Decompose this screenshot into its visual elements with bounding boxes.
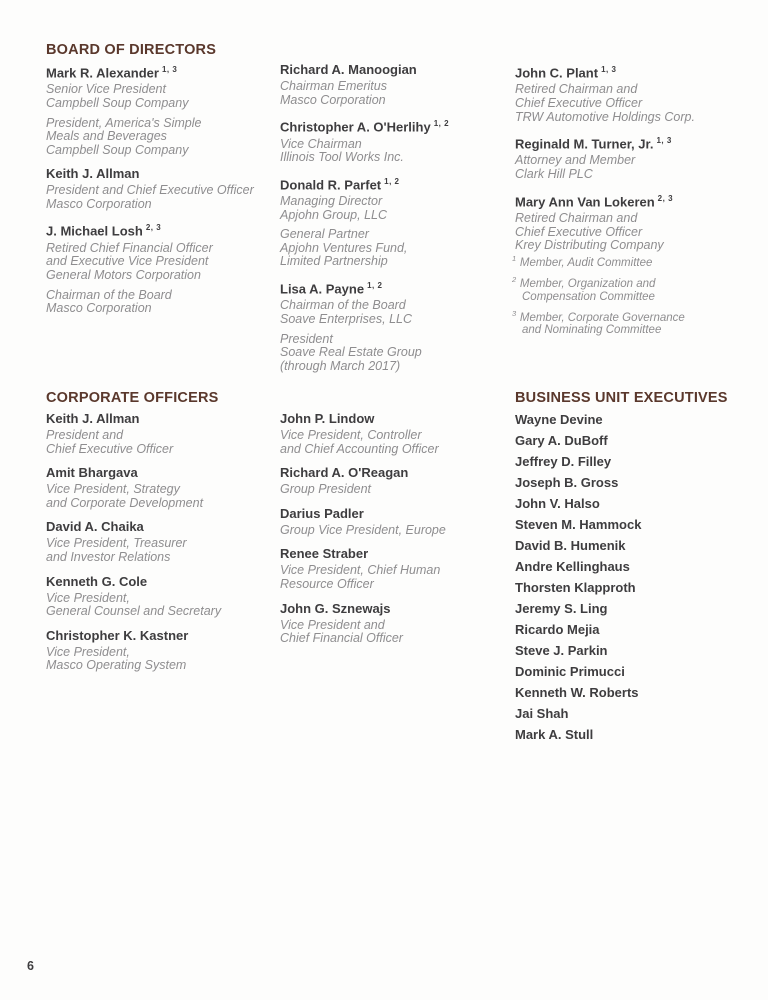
role-block [280, 429, 512, 456]
role-line: Retired Chairman and [515, 82, 638, 97]
person-entry [515, 191, 760, 253]
executive-name: Steven M. Hammock [515, 517, 642, 532]
role-line: Soave Enterprises, LLC [280, 311, 413, 326]
person-entry [515, 62, 760, 124]
role-block [280, 299, 512, 326]
board-column-1 [46, 62, 278, 325]
role-line: Chairman Emeritus [280, 79, 387, 93]
role-block [280, 195, 512, 222]
role-line: Vice President, [46, 590, 130, 605]
role-line: President [280, 331, 333, 346]
role-line: Masco Corporation [46, 301, 152, 316]
footnote-number: 2 [512, 274, 517, 284]
role-line: General Motors Corporation [46, 268, 201, 282]
person-entry [280, 62, 512, 107]
role-line: TRW Automotive Holdings Corp. [515, 109, 695, 124]
person-name: Richard A. O'Reagan [280, 465, 409, 481]
footnote-marker: 2, 3 [657, 193, 674, 203]
person-entry [280, 465, 512, 497]
role-block [46, 184, 278, 211]
role-block [280, 524, 512, 538]
role-line: Soave Real Estate Group [280, 345, 422, 360]
role-block [280, 619, 512, 646]
executive-name: Thorsten Klapproth [515, 580, 636, 595]
role-line: (through March 2017) [280, 358, 401, 373]
role-block [46, 289, 278, 316]
person-entry [46, 465, 278, 510]
role-block [515, 83, 760, 124]
person-name: Christopher K. Kastner [46, 627, 189, 643]
person-name: Richard A. Manoogian [280, 62, 417, 77]
executive-name: Joseph B. Gross [515, 475, 619, 490]
role-block [280, 80, 512, 107]
role-line: Chief Financial Officer [280, 631, 403, 646]
person-name: Lisa A. Payne $^{1, 2}$ [280, 281, 383, 297]
person-entry [46, 574, 278, 619]
role-line: Resource Officer [280, 576, 374, 591]
role-line: Limited Partnership [280, 254, 388, 269]
role-line: President and [46, 428, 124, 442]
board-column-2 [280, 62, 512, 382]
person-entry [280, 116, 512, 165]
role-line: Clark Hill PLC [515, 167, 593, 182]
person-entry [46, 166, 278, 211]
executive-name: Jeremy S. Ling [515, 601, 608, 616]
officers-section-heading: CORPORATE OFFICERS [46, 390, 219, 406]
person-name: Amit Bhargava [46, 465, 138, 481]
footnote-number: 1 [512, 254, 517, 263]
role-line: Campbell Soup Company [46, 142, 189, 157]
footnote: $^1$ Member, Audit Committee [512, 254, 653, 269]
role-block [46, 242, 278, 283]
role-block [280, 228, 512, 269]
person-name: Keith J. Allman [46, 411, 140, 426]
person-entry [515, 133, 760, 182]
role-line: Vice President, Treasurer [46, 536, 187, 551]
role-line: Chief Executive Officer [515, 95, 643, 110]
role-line: Attorney and Member [515, 153, 636, 168]
executive-name: Kenneth W. Roberts [515, 685, 639, 700]
role-block [515, 154, 760, 181]
role-line: Chief Executive Officer [46, 441, 174, 456]
footnote-marker: 1, 2 [367, 281, 383, 290]
role-line: Managing Director [280, 194, 383, 209]
role-line: Chairman of the Board [46, 287, 172, 302]
person-name: Mark R. Alexander $^{1, 3}$ [46, 65, 178, 81]
role-line: Vice Chairman [280, 136, 362, 151]
role-line: and Corporate Development [46, 495, 204, 510]
role-line: and Chief Accounting Officer [280, 441, 439, 456]
executive-name: Jai Shah [515, 706, 569, 721]
role-line: Apjohn Group, LLC [280, 207, 388, 222]
executive-name: Mark A. Stull [515, 727, 594, 742]
role-line: Chairman of the Board [280, 298, 406, 313]
role-block [46, 83, 278, 110]
role-line: Illinois Tool Works Inc. [280, 150, 404, 165]
board-section-heading: BOARD OF DIRECTORS [46, 42, 217, 58]
footnote: $^3$ Member, Corporate Governance and Nominating Committee [512, 308, 685, 337]
board-footnotes [512, 252, 757, 340]
person-entry [46, 62, 278, 157]
person-entry [280, 546, 512, 591]
person-entry [280, 601, 512, 646]
executive-name: Wayne Devine [515, 412, 603, 427]
person-entry [280, 174, 512, 269]
executive-name: Ricardo Mejia [515, 622, 600, 637]
footnote-marker: 2, 3 [145, 223, 162, 233]
officers-column-2 [280, 411, 512, 655]
executives-section-heading: BUSINESS UNIT EXECUTIVES [515, 390, 728, 406]
person-name: Donald R. Parfet $^{1, 2}$ [280, 176, 400, 193]
role-line: Masco Corporation [46, 196, 152, 211]
role-line: Vice President and [280, 617, 385, 632]
footnote-marker: 1, 2 [384, 176, 400, 186]
role-line: Retired Chairman and [515, 210, 638, 225]
person-name: Mary Ann Van Lokeren $^{2, 3}$ [515, 193, 674, 209]
board-column-3 [515, 62, 760, 262]
executive-name: Andre Kellinghaus [515, 559, 630, 574]
role-block [46, 117, 278, 158]
person-name: David A. Chaika [46, 519, 144, 535]
role-line: Group President [280, 482, 372, 497]
role-line: Group Vice President, Europe [280, 522, 446, 537]
role-line: Masco Corporation [280, 92, 386, 107]
role-block [46, 537, 278, 564]
person-name: Renee Straber [280, 546, 369, 562]
role-line: President, America's Simple [46, 115, 202, 130]
person-entry [46, 220, 278, 315]
person-name: Keith J. Allman [46, 166, 140, 182]
role-line: Campbell Soup Company [46, 95, 189, 110]
role-line: Masco Operating System [46, 658, 187, 673]
footnote-marker: 1, 2 [433, 119, 450, 129]
footnote-marker: 1, 3 [161, 65, 178, 74]
person-name: John G. Sznewajs [280, 600, 391, 616]
person-name: J. Michael Losh $^{2, 3}$ [46, 223, 162, 239]
role-block [46, 483, 278, 510]
person-name: Reginald M. Turner, Jr. $^{1, 3}$ [515, 136, 672, 152]
person-entry [46, 519, 278, 564]
person-entry [280, 278, 512, 373]
role-line: Vice President, Chief Human [280, 563, 441, 578]
role-line: Vice President, Strategy [46, 482, 180, 497]
role-line: President and Chief Executive Officer [46, 183, 254, 198]
role-line: Retired Chief Financial Officer [46, 240, 213, 255]
person-name: Kenneth G. Cole [46, 573, 148, 589]
officers-column-1 [46, 411, 278, 682]
role-line: General Counsel and Secretary [46, 604, 222, 619]
role-block [46, 429, 278, 456]
person-name: Christopher A. O'Herlihy $^{1, 2}$ [280, 119, 450, 135]
role-line: General Partner [280, 227, 369, 242]
role-line: Krey Distributing Company [515, 238, 664, 253]
footnote-marker: 1, 3 [656, 136, 672, 146]
person-entry [46, 411, 278, 456]
role-block [515, 212, 760, 253]
executive-name: John V. Halso [515, 496, 600, 511]
executive-name: Jeffrey D. Filley [515, 454, 612, 469]
role-block [280, 564, 512, 591]
person-entry [280, 506, 512, 538]
person-entry [46, 628, 278, 673]
role-line: Chief Executive Officer [515, 224, 643, 239]
role-block [280, 483, 512, 497]
footnote: $^2$ Member, Organization and Compensation Committee [512, 274, 656, 303]
executive-name: Steve J. Parkin [515, 643, 608, 658]
executive-name: David B. Humenik [515, 538, 626, 553]
executive-name: Dominic Primucci [515, 664, 625, 679]
role-line: Apjohn Ventures Fund, [280, 240, 408, 255]
role-line: Senior Vice President [46, 82, 166, 97]
page-number: 6 [27, 959, 34, 973]
person-name: John P. Lindow [280, 411, 375, 426]
role-line: Vice President, [46, 644, 130, 659]
person-entry [280, 411, 512, 456]
role-line: Vice President, Controller [280, 428, 422, 442]
footnote-marker: 1, 3 [601, 65, 617, 74]
executives-list [515, 412, 760, 748]
person-name: John C. Plant $^{1, 3}$ [515, 65, 617, 81]
role-line: Meals and Beverages [46, 129, 167, 144]
footnote-number: 3 [512, 308, 517, 318]
role-block [46, 592, 278, 619]
executive-name: Gary A. DuBoff [515, 433, 608, 448]
role-block [280, 333, 512, 374]
role-line: and Executive Vice President [46, 254, 209, 269]
role-block [46, 646, 278, 673]
role-block [280, 138, 512, 165]
role-line: and Investor Relations [46, 549, 171, 564]
person-name: Darius Padler [280, 505, 364, 521]
